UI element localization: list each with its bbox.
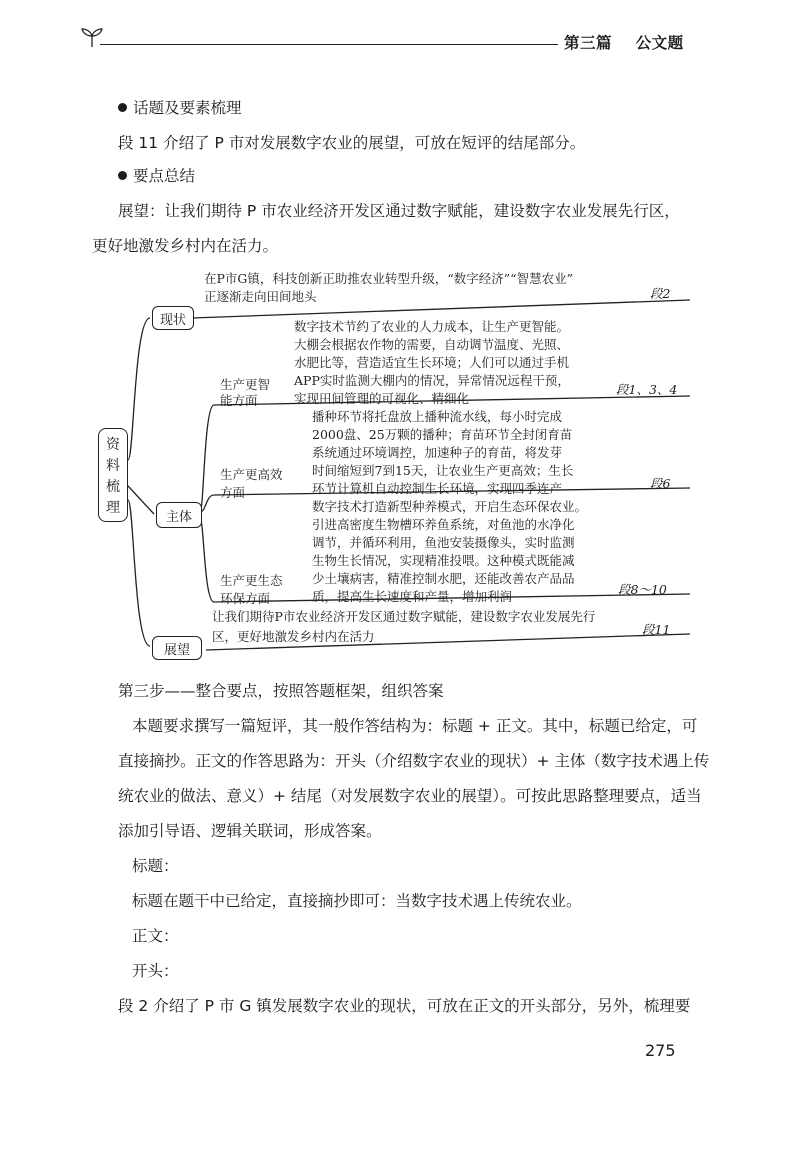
title-text: 标题在题干中已给定，直接摘抄即可：当数字技术遇上传统农业。 bbox=[132, 892, 582, 910]
smart-text-2: 大棚会根据农作物的需要，自动调节温度、光照、 bbox=[294, 337, 570, 352]
smart-text-3: 水肥比等，营造适宜生长环境；人们可以通过手机 bbox=[294, 355, 570, 370]
efficient-label-2: 方面 bbox=[220, 485, 246, 500]
header-title: 公文题 bbox=[635, 34, 684, 52]
step3-para-4: 添加引导语、逻辑关联词，形成答案。 bbox=[118, 822, 382, 840]
eco-text-1: 数字技术打造新型种养模式，开启生态环保农业。 bbox=[312, 499, 588, 514]
status-text-1: 在P市G镇，科技创新正助推农业转型升级，“数字经济”“智慧农业” bbox=[204, 271, 573, 286]
mindmap-root bbox=[98, 428, 128, 522]
bullet-label: 话题及要素梳理 bbox=[133, 99, 242, 117]
eco-text-4: 生物生长情况，实现精准投喂。这种模式既能减 bbox=[312, 553, 575, 568]
smart-label-2: 能方面 bbox=[220, 393, 258, 408]
eco-label-2: 环保方面 bbox=[220, 591, 271, 606]
root-char: 理 bbox=[106, 500, 120, 516]
connector-main bbox=[128, 486, 154, 514]
outlook-text-1: 让我们期待P市农业经济开发区通过数字赋能，建设数字农业发展先行 bbox=[212, 609, 596, 624]
connector-eco bbox=[200, 518, 214, 602]
outlook-ref: 段11 bbox=[642, 622, 671, 637]
efficient-text-5: 环节计算机自动控制生长环境，实现四季连产 bbox=[312, 481, 563, 496]
step3-heading: 第三步——整合要点，按照答题框架，组织答案 bbox=[118, 682, 444, 700]
connector-status bbox=[128, 318, 150, 460]
step3-para-2: 直接摘抄。正文的作答思路为：开头（介绍数字农业的现状）+ 主体（数字技术遇上传 bbox=[118, 752, 710, 770]
eco-text-2: 引进高密度生物槽环养鱼系统，对鱼池的水净化 bbox=[312, 517, 575, 532]
node-outlook: 展望 bbox=[152, 636, 202, 660]
root-char: 料 bbox=[106, 458, 120, 474]
opening-label: 开头： bbox=[132, 962, 179, 980]
page-number: 275 bbox=[645, 1041, 676, 1060]
body-label: 正文： bbox=[132, 927, 179, 945]
smart-label-1: 生产更智 bbox=[220, 377, 271, 392]
root-char: 资 bbox=[106, 437, 120, 453]
title-label: 标题： bbox=[132, 857, 179, 875]
outlook-line-2: 更好地激发乡村内在活力。 bbox=[92, 237, 279, 255]
smart-text-5: 实现田间管理的可视化、精细化 bbox=[294, 391, 470, 406]
opening-text: 段 2 介绍了 P 市 G 镇发展数字农业的现状，可放在正文的开头部分，另外，梳理要 bbox=[118, 997, 691, 1015]
eco-text-3: 调节，并循环利用，鱼池安装摄像头，实时监测 bbox=[312, 535, 575, 550]
node-status: 现状 bbox=[152, 306, 194, 330]
step3-para-1: 本题要求撰写一篇短评，其一般作答结构为：标题 + 正文。其中，标题已给定，可 bbox=[132, 717, 698, 735]
eco-label-1: 生产更生态 bbox=[220, 573, 283, 588]
efficient-text-4: 时间缩短到7到15天，让农业生产更高效；生长 bbox=[312, 463, 574, 478]
efficient-text-3: 系统通过环境调控，加速种子的育苗，将发芽 bbox=[312, 445, 563, 460]
root-char: 梳 bbox=[106, 479, 120, 495]
node-main: 主体 bbox=[156, 502, 202, 528]
eco-text-6: 质，提高生长速度和产量，增加利润 bbox=[312, 589, 513, 604]
status-text-2: 正逐渐走向田间地头 bbox=[204, 289, 317, 304]
eco-ref: 段8～10 bbox=[618, 582, 667, 597]
efficient-ref: 段6 bbox=[650, 476, 671, 491]
efficient-label-1: 生产更高效 bbox=[220, 467, 283, 482]
eco-text-5: 少土壤病害，精准控制水肥，还能改善农产品品 bbox=[312, 571, 575, 586]
status-ref: 段2 bbox=[650, 286, 671, 301]
step3-para-3: 统农业的做法、意义）+ 结尾（对发展数字农业的展望）。可按此思路整理要点，适当 bbox=[118, 787, 702, 805]
smart-text-1: 数字技术节约了农业的人力成本，让生产更智能。 bbox=[294, 319, 570, 334]
header-section: 第三篇 bbox=[564, 34, 613, 52]
bullet-label: 要点总结 bbox=[133, 167, 196, 185]
smart-ref: 段1、3、4 bbox=[616, 382, 678, 397]
outlook-line-1: 展望：让我们期待 P 市农业经济开发区通过数字赋能，建设数字农业发展先行区， bbox=[118, 202, 680, 220]
smart-text-4: APP实时监测大棚内的情况，异常情况远程干预， bbox=[294, 373, 570, 388]
efficient-text-1: 播种环节将托盘放上播种流水线，每小时完成 bbox=[312, 409, 563, 424]
efficient-text-2: 2000盘、25万颗的播种；育苗环节全封闭育苗 bbox=[312, 427, 573, 442]
paragraph-topic: 段 11 介绍了 P 市对发展数字农业的展望，可放在短评的结尾部分。 bbox=[118, 134, 586, 152]
outlook-text-2: 区，更好地激发乡村内在活力 bbox=[212, 629, 375, 644]
connector-outlook bbox=[128, 500, 150, 646]
